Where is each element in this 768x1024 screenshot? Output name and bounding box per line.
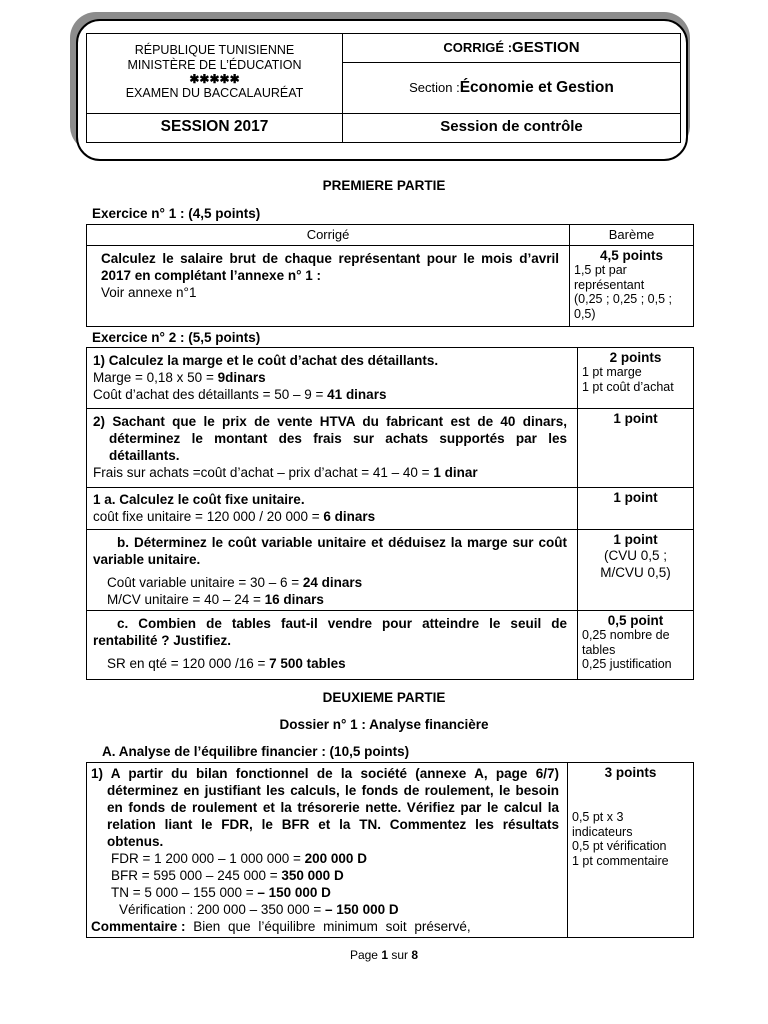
ex2-q1-detail2: 1 pt coût d’achat (582, 379, 674, 394)
stars-ornament: ✱✱✱✱✱ (189, 72, 240, 86)
tn-result: – 150 000 D (257, 885, 331, 900)
ex2-q1-line1: Marge = 0,18 x 50 = (93, 370, 218, 385)
ex2-qb-line1: Coût variable unitaire = 30 – 6 = (107, 575, 303, 590)
ministere-text: MINISTÈRE DE L’ÉDUCATION (127, 58, 302, 72)
bfr-result: 350 000 D (281, 868, 344, 883)
page-number: 1 (381, 948, 388, 962)
ex2-q2-line1-result: 1 dinar (433, 465, 478, 480)
exercice2-title: Exercice n° 2 : (5,5 points) (92, 330, 261, 345)
ex2-qb-line1-result: 24 dinars (302, 575, 363, 590)
page-total: 8 (411, 948, 419, 962)
d1-q1: 1) A partir du bilan fonctionnel de la société (annexe A, page 6/7) déterminez en justifiant les calculs, le fonds de roulement, le besoin en fonds de roulement et la trésorerie nette. Vérifiez par le calcul la relation liant le FDR, le BFR et la TN. Commentez les résultats obtenus. (91, 766, 559, 849)
section-value: Économie et Gestion (459, 79, 614, 96)
comment-text: Bien que l’équilibre minimum soit préservé, (185, 919, 471, 934)
fdr-line: FDR = 1 200 000 – 1 000 000 = (111, 851, 305, 866)
tn-line: TN = 5 000 – 155 000 = (111, 885, 258, 900)
d1-detail4: 1 pt commentaire (572, 853, 669, 868)
d1-detail3: 0,5 pt vérification (572, 839, 667, 853)
ex2-qb-detail2: M/CVU 0,5) (600, 565, 671, 580)
ex2-q2: 2) Sachant que le prix de vente HTVA du fabricant est de 40 dinars, déterminez le montant des frais sur achats supportés par les détaillants. (93, 414, 567, 463)
bfr-line: BFR = 595 000 – 245 000 = (111, 868, 282, 883)
republique-text: RÉPUBLIQUE TUNISIENNE (134, 43, 295, 57)
comment-label: Commentaire : (91, 919, 186, 934)
ex2-qa-line1: coût fixe unitaire = 120 000 / 20 000 = (93, 509, 324, 524)
header-session-type-cell (342, 113, 681, 143)
ex2-qb: b. Déterminez le coût variable unitaire et déduisez la marge sur coût variable unitaire. (93, 535, 567, 567)
ex2-qa-line1-result: 6 dinars (323, 509, 376, 524)
session-text: SESSION 2017 (160, 118, 269, 135)
ex2-qc-line1-result: 7 500 tables (269, 656, 346, 671)
ex2-qb-line2: M/CV unitaire = 40 – 24 = (107, 592, 265, 607)
ex1-detail1: 1,5 pt par représentant (574, 263, 645, 292)
ex2-qc-detail1: 0,25 nombre de tables (582, 628, 670, 657)
session-type-text: Session de contrôle (440, 118, 583, 135)
ex2-q2-points: 1 point (613, 411, 658, 426)
ex2-qb-line2-result: 16 dinars (264, 592, 324, 607)
fdr-result: 200 000 D (304, 851, 367, 866)
page-sur: sur (388, 948, 412, 962)
exercice2-table (86, 347, 694, 680)
partie1-title: PREMIERE PARTIE (322, 178, 446, 193)
ex2-qa-points: 1 point (613, 490, 658, 505)
ex2-q1-line2: Coût d’achat des détaillants = 50 – 9 = (93, 387, 328, 402)
ex1-points: 4,5 points (599, 248, 663, 263)
ex2-qc-line1: SR en qté = 120 000 /16 = (107, 656, 270, 671)
examen-text: EXAMEN DU BACCALAURÉAT (125, 86, 304, 100)
d1-detail2: indicateurs (572, 824, 633, 839)
d1-detail1: 0,5 pt x 3 (572, 810, 624, 824)
col-bareme-header: Barème (570, 225, 694, 246)
exercice1-title: Exercice n° 1 : (4,5 points) (92, 206, 261, 221)
ex1-question: Calculez le salaire brut de chaque représentant pour le mois d’avril 2017 en complétant l’annexe n° 1 : (101, 251, 559, 283)
ex2-q1-detail1: 1 pt marge (582, 365, 642, 379)
ex2-qb-detail1: (CVU 0,5 ; (603, 548, 668, 563)
page-label: Page (349, 948, 382, 962)
section-label: Section : (409, 80, 460, 95)
corrige-value: GESTION (512, 39, 580, 56)
verification-result: – 150 000 D (325, 902, 399, 917)
ex2-q1-points: 2 points (609, 350, 662, 365)
ex1-answer: Voir annexe n°1 (101, 285, 197, 300)
ex2-q1: 1) Calculez la marge et le coût d’achat des détaillants. (93, 353, 439, 368)
ex2-qa: 1 a. Calculez le coût fixe unitaire. (93, 492, 305, 507)
corrige-label: CORRIGÉ : (443, 40, 513, 55)
ex2-q2-line1: Frais sur achats =coût d’achat – prix d’achat = 41 – 40 = (93, 465, 434, 480)
ex1-detail2: (0,25 ; 0,25 ; 0,5 ; 0,5) (574, 292, 672, 321)
page-footer (0, 948, 768, 962)
col-corrige-header: Corrigé (87, 225, 570, 246)
section-a-title: A. Analyse de l’équilibre financier : (10,5 points) (102, 744, 410, 759)
exercice1-table (86, 224, 694, 327)
partie2-title: DEUXIEME PARTIE (322, 690, 446, 705)
header-section-cell (342, 62, 681, 114)
ex2-qb-points: 1 point (613, 532, 658, 547)
header-ministry-cell (86, 33, 343, 114)
ex2-qc-detail2: 0,25 justification (582, 657, 672, 671)
ex2-qc: c. Combien de tables faut-il vendre pour atteindre le seuil de rentabilité ? Justifiez. (93, 616, 567, 648)
dossier1-table (86, 762, 694, 938)
header-session-cell (86, 113, 343, 143)
ex2-q1-line1-result: 9dinars (217, 370, 266, 385)
d1-q1-points: 3 points (604, 765, 657, 780)
header-corrige-cell (342, 33, 681, 63)
verification-line: Vérification : 200 000 – 350 000 = (119, 902, 326, 917)
dossier1-title: Dossier n° 1 : Analyse financière (279, 717, 489, 732)
ex2-qc-points: 0,5 point (607, 613, 664, 628)
ex2-q1-line2-result: 41 dinars (327, 387, 387, 402)
